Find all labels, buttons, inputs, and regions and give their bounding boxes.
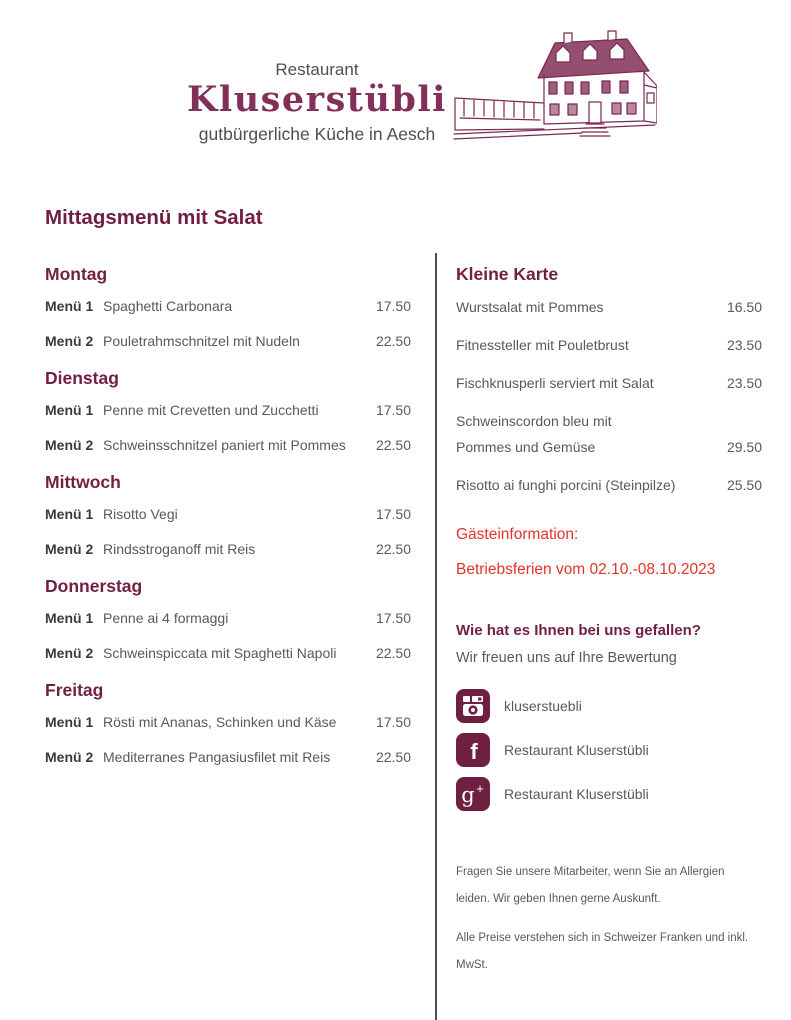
svg-text:f: f (470, 739, 478, 764)
menu-item-label: Menü 2 (45, 333, 94, 349)
menu-item-row (45, 506, 411, 523)
karte-item-price: 16.50 (726, 299, 762, 315)
karte-item-row (456, 439, 762, 456)
menu-item-row (45, 402, 411, 419)
svg-text:g: g (461, 783, 475, 807)
menu-item-name: Schweinsschnitzel paniert mit Pommes (103, 437, 346, 453)
menu-item-price: 17.50 (375, 610, 411, 626)
menu-item-label: Menü 1 (45, 610, 94, 626)
logo-tagline: gutbürgerliche Küche in Aesch (198, 124, 436, 144)
guest-info (456, 525, 762, 579)
karte-item-price: 23.50 (726, 337, 762, 353)
svg-text:+: + (476, 781, 484, 796)
social-row-facebook[interactable] (456, 733, 762, 767)
menu-item-label: Menü 2 (45, 645, 94, 661)
menu-item-row (45, 437, 411, 454)
guest-info-heading: Gästeinformation: (456, 526, 579, 543)
allergy-note: Fragen Sie unsere Mitarbeiter, wenn Sie an Allergien leiden. Wir geben Ihnen gerne Auskunft. (456, 866, 725, 905)
menu-item-name: Rösti mit Ananas, Schinken und Käse (103, 714, 337, 730)
weekly-menu-column (45, 264, 411, 784)
menu-item-name: Schweinspiccata mit Spaghetti Napoli (103, 645, 337, 661)
karte-item-name: Wurstsalat mit Pommes (456, 299, 604, 315)
day-section-dienstag (45, 368, 411, 454)
day-heading: Mittwoch (45, 472, 121, 492)
menu-item-row (45, 333, 411, 350)
day-section-freitag (45, 680, 411, 766)
guest-info-text: Betriebsferien vom 02.10.-08.10.2023 (456, 561, 716, 578)
social-row-instagram[interactable] (456, 689, 762, 723)
menu-item-label: Menü 2 (45, 749, 94, 765)
menu-item-price: 17.50 (375, 506, 411, 522)
social-handle[interactable]: Restaurant Kluserstübli (504, 786, 649, 802)
page-title: Mittagsmenü mit Salat (45, 206, 263, 229)
menu-item-row (45, 645, 411, 662)
instagram-icon[interactable] (456, 689, 490, 723)
menu-item-name: Pouletrahmschnitzel mit Nudeln (103, 333, 300, 349)
menu-item-row (45, 749, 411, 766)
karte-item-name-line2: Pommes und Gemüse (456, 439, 596, 455)
day-heading: Freitag (45, 680, 104, 700)
day-section-mittwoch (45, 472, 411, 558)
menu-item-name: Mediterranes Pangasiusfilet mit Reis (103, 749, 331, 765)
menu-item-price: 22.50 (375, 333, 411, 349)
facebook-icon[interactable] (456, 733, 490, 767)
logo-restaurant-name: Kluserstübli (187, 79, 447, 120)
kleine-karte-column (456, 264, 762, 991)
menu-item-price: 22.50 (375, 645, 411, 661)
day-heading: Dienstag (45, 368, 119, 388)
menu-item-row (45, 610, 411, 627)
karte-item-name: Risotto ai funghi porcini (Steinpilze) (456, 477, 676, 493)
menu-item-row (45, 541, 411, 558)
day-heading: Montag (45, 264, 108, 284)
day-section-donnerstag (45, 576, 411, 662)
menu-item-name: Rindsstroganoff mit Reis (103, 541, 256, 557)
menu-item-label: Menü 1 (45, 402, 94, 418)
karte-item-multiline (456, 413, 762, 456)
karte-item-name: Fitnessteller mit Pouletbrust (456, 337, 629, 353)
karte-item-price: 25.50 (726, 477, 762, 493)
footer-notes (456, 859, 756, 979)
menu-item-label: Menü 2 (45, 541, 94, 557)
restaurant-building-sketch-icon (452, 30, 657, 142)
googleplus-icon[interactable] (456, 777, 490, 811)
menu-item-name: Penne ai 4 formaggi (103, 610, 229, 626)
karte-item-name: Fischknusperli serviert mit Salat (456, 375, 654, 391)
social-handle[interactable]: kluserstuebli (504, 698, 582, 714)
menu-item-name: Penne mit Crevetten und Zucchetti (103, 402, 319, 418)
karte-item-row (456, 477, 762, 494)
menu-item-price: 22.50 (375, 749, 411, 765)
social-links (456, 689, 762, 811)
menu-item-name: Spaghetti Carbonara (103, 298, 233, 314)
karte-item-name-line1: Schweinscordon bleu mit (456, 413, 612, 429)
kleine-karte-heading: Kleine Karte (456, 264, 559, 284)
karte-item-row (456, 337, 762, 354)
menu-item-label: Menü 1 (45, 714, 94, 730)
social-handle[interactable]: Restaurant Kluserstübli (504, 742, 649, 758)
price-note: Alle Preise verstehen sich in Schweizer Franken und inkl. MwSt. (456, 932, 749, 971)
menu-item-row (45, 714, 411, 731)
day-section-montag (45, 264, 411, 350)
day-heading: Donnerstag (45, 576, 143, 596)
karte-item-price: 29.50 (726, 439, 762, 455)
karte-item-price: 23.50 (726, 375, 762, 391)
menu-item-price: 22.50 (375, 437, 411, 453)
feedback-heading: Wie hat es Ihnen bei uns gefallen? (456, 622, 701, 639)
karte-item-row (456, 299, 762, 316)
column-divider (435, 253, 437, 1020)
social-row-googleplus[interactable] (456, 777, 762, 811)
menu-item-label: Menü 1 (45, 298, 94, 314)
menu-item-label: Menü 1 (45, 506, 94, 522)
menu-item-price: 17.50 (375, 402, 411, 418)
menu-item-label: Menü 2 (45, 437, 94, 453)
menu-item-price: 17.50 (375, 298, 411, 314)
feedback-subtext: Wir freuen uns auf Ihre Bewertung (456, 650, 677, 666)
menu-item-row (45, 298, 411, 315)
menu-item-price: 17.50 (375, 714, 411, 730)
menu-item-name: Risotto Vegi (103, 506, 178, 522)
logo-restaurant-word: Restaurant (275, 60, 359, 79)
menu-item-price: 22.50 (375, 541, 411, 557)
karte-item-row (456, 375, 762, 392)
restaurant-logo (186, 60, 448, 145)
